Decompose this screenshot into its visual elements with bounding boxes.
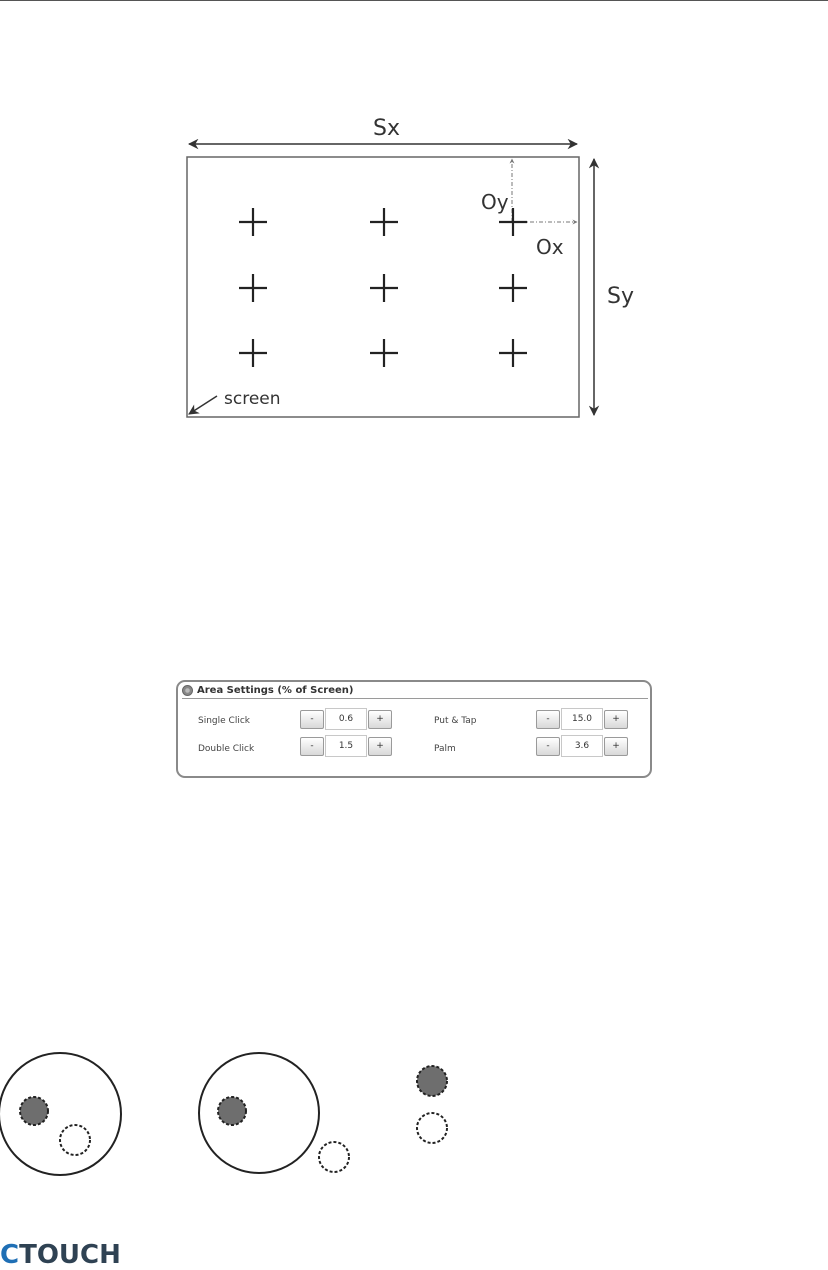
sx-label: Sx [373, 116, 400, 141]
crosshair-icon [370, 274, 398, 302]
crosshair-icon [239, 274, 267, 302]
crosshair-icon [239, 339, 267, 367]
radio-icon[interactable] [182, 685, 193, 696]
double-click-stepper [300, 735, 392, 757]
put-and-tap-plus-button[interactable]: + [604, 710, 628, 729]
second-touch-icon [319, 1142, 349, 1172]
put-and-tap-label: Put & Tap [434, 716, 477, 726]
double-click-value-field[interactable]: 1.5 [325, 735, 367, 757]
area-settings-title: Area Settings (% of Screen) [197, 685, 354, 696]
palm-minus-button[interactable]: - [536, 737, 560, 756]
put-and-tap-minus-button[interactable]: - [536, 710, 560, 729]
put-and-tap-value-field[interactable]: 15.0 [561, 708, 603, 730]
touch-legend [417, 1066, 447, 1143]
crosshair-icon [239, 208, 267, 236]
sy-label: Sy [607, 284, 634, 309]
palm-value-field[interactable]: 3.6 [561, 735, 603, 757]
area-circle [199, 1053, 319, 1173]
palm-plus-button[interactable]: + [604, 737, 628, 756]
crosshair-icon [499, 274, 527, 302]
ox-label: Ox [536, 235, 564, 259]
touch-area-inside [0, 1053, 121, 1175]
second-touch-icon [60, 1125, 90, 1155]
first-touch-icon [20, 1097, 48, 1125]
single-click-label: Single Click [198, 716, 250, 726]
double-click-minus-button[interactable]: - [300, 737, 324, 756]
screen-label: screen [224, 389, 281, 409]
ctouch-logo [0, 1240, 121, 1270]
single-click-minus-button[interactable]: - [300, 710, 324, 729]
double-click-plus-button[interactable]: + [368, 737, 392, 756]
single-click-plus-button[interactable]: + [368, 710, 392, 729]
oy-label: Oy [481, 190, 509, 214]
crosshair-icon [370, 208, 398, 236]
area-settings-panel [176, 680, 652, 778]
palm-label: Palm [434, 744, 456, 754]
crosshair-icon [370, 339, 398, 367]
double-click-label: Double Click [198, 744, 255, 754]
calibration-diagram-svg [0, 0, 828, 440]
calibration-crosshairs [239, 208, 527, 367]
logo-text: TOUCH [19, 1240, 121, 1270]
touch-area-diagram [0, 1040, 828, 1190]
touch-area-outside [199, 1053, 349, 1173]
filled-touch-icon [417, 1066, 447, 1096]
palm-stepper [536, 735, 628, 757]
calibration-diagram [0, 0, 828, 440]
first-touch-icon [218, 1097, 246, 1125]
crosshair-icon [499, 339, 527, 367]
logo-c: C [0, 1240, 20, 1270]
single-click-stepper [300, 708, 392, 730]
area-settings-header [182, 683, 648, 699]
screen-pointer-arrow [189, 396, 217, 414]
empty-touch-icon [417, 1113, 447, 1143]
put-and-tap-stepper [536, 708, 628, 730]
area-circle [0, 1053, 121, 1175]
single-click-value-field[interactable]: 0.6 [325, 708, 367, 730]
